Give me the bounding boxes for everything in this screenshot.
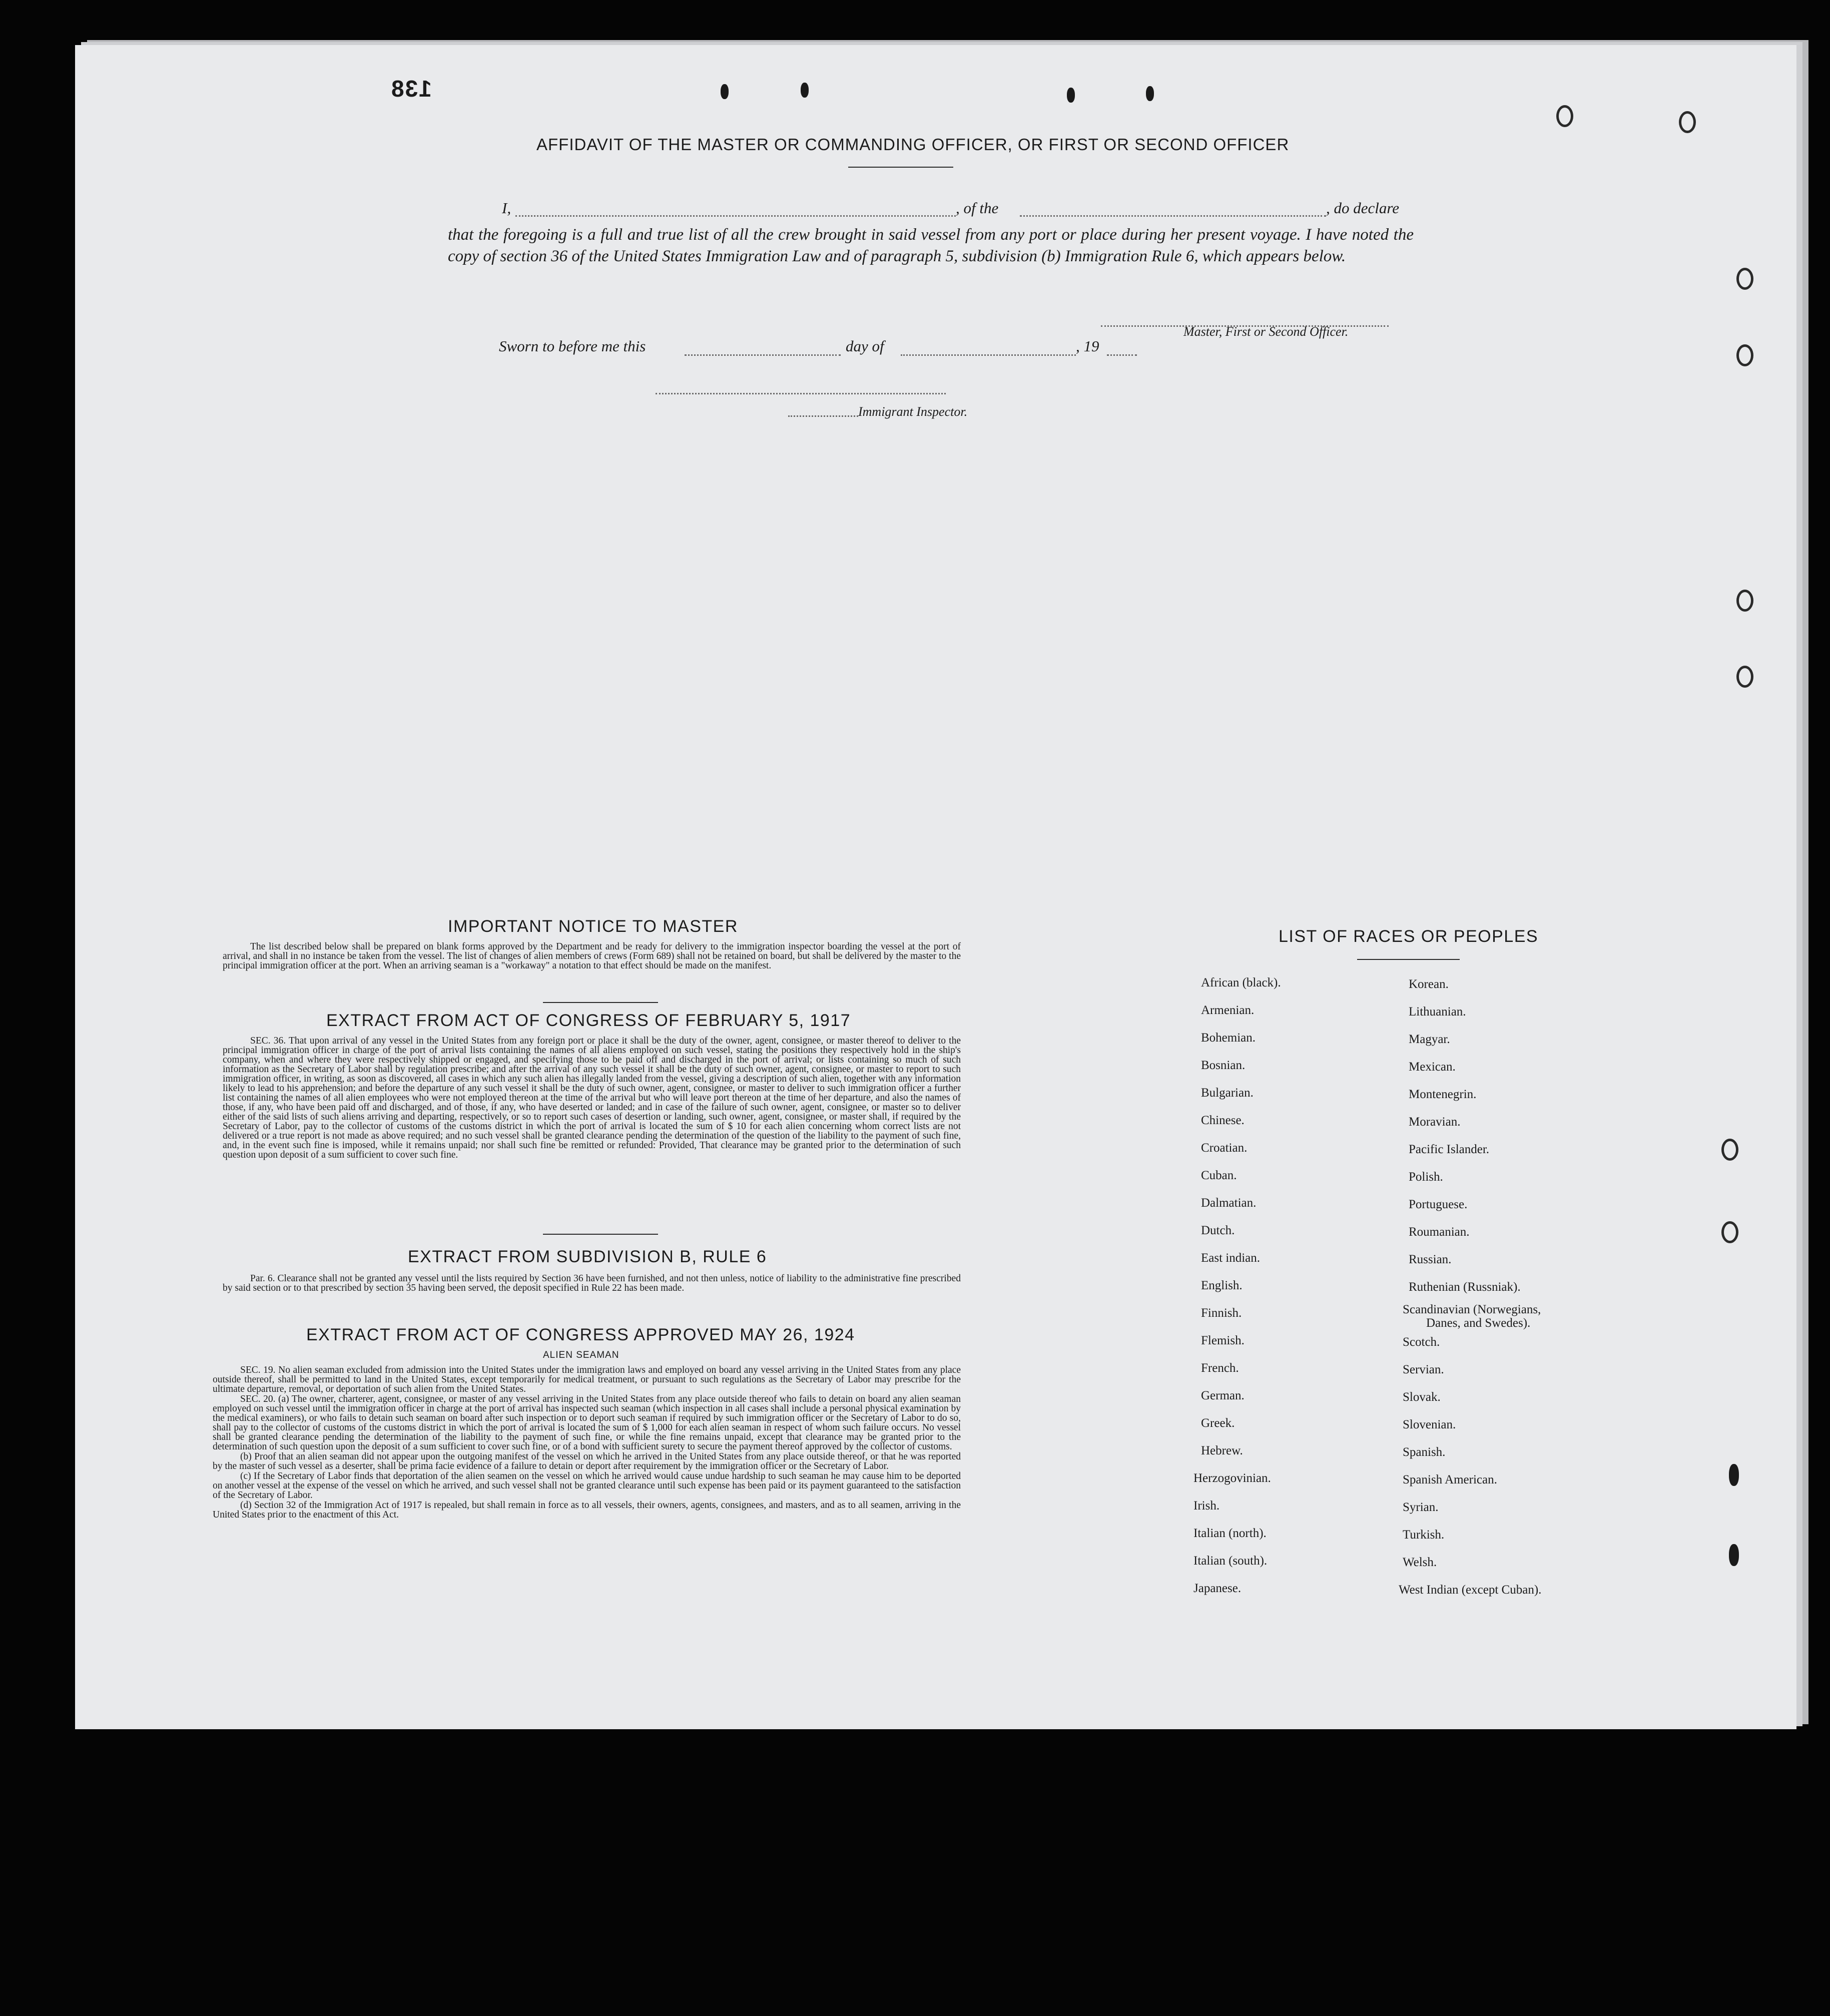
race-item: Bosnian. — [1201, 1059, 1246, 1072]
race-item: Italian (south). — [1193, 1554, 1268, 1568]
punch-hole — [1556, 105, 1573, 127]
declarant-name-field[interactable] — [515, 215, 956, 217]
divider — [543, 1234, 658, 1235]
of-the-label: , of the — [956, 199, 999, 217]
extract-1924-title: EXTRACT FROM ACT OF CONGRESS APPROVED MAY 26, 1924 — [306, 1325, 855, 1344]
punch-hole — [1721, 1139, 1738, 1161]
extract-1924-subtitle: ALIEN SEAMAN — [543, 1350, 620, 1360]
extract-1917-text: SEC. 36. That upon arrival of any vessel in the United States from any foreign port or place it shall be the duty of the owner, agent, consignee, or master thereof to deliver to the principal immigration officer in charge of the port of arrival lists containing the names of all aliens employed on such vessel, stating the positions they respectively hold in the ship's company, when and where they were respectively shipped or engaged, and specifying those to be paid off and discharged in the port of arrival; or lists containing so much of such information as the Secretary of Labor shall by regulation prescribe; and after the arrival of any such vessel it shall be the duty of such owner, agent, consignee, or master to report to such immigration officer, in writing, as soon as discovered, all cases in which any such alien has illegally landed from the vessel, giving a description of such alien, together with any information likely to lead to his apprehension; and before the departure of any such vessel it shall be the duty of such owner, agent, consignee, or master to deliver to such immigration officer a further list containing the names of all alien employees who were not employed thereon at the time of the arrival but who will leave port thereon at the time of her departure, and also the names of those, if any, who have been paid off and discharged, and of those, if any, who have deserted or landed; and in case of the failure of such owner, agent, consignee, or master so to deliver either of the said lists of such aliens arriving and departing, respectively, or so to report such cases of desertion or landing, such owner, agent, consignee, or master shall, if required by the Secretary of Labor, pay to the collector of customs of the customs district in which the port of arrival is located the sum of $ 10 for each alien concerning whom correct lists are not delivered or a true report is not made as above required; and no such vessel shall be granted clearance pending the determination of the question of the liability to the payment of such fine, and, in the event such fine is imposed, while it remains unpaid; nor shall such fine be remitted or refunded: Provided, That clearance may be granted prior to the determination of such question upon deposit of a sum sufficient to cover such fine. — [223, 1036, 961, 1160]
year-label: , 19 — [1076, 337, 1099, 355]
notice-text: The list described below shall be prepared on blank forms approved by the Department and be ready for delivery to the immigration inspector boarding the vessel at the port of arrival, and shall in no instance be taken from the vessel. The list of changes of alien members of crews (Form 689) shall not be retained on board, but shall be delivered by the master to the principal immigration officer at the port. When an arriving seaman is a "workaway" a notation to that effect should be made on the manifest. — [223, 941, 961, 971]
race-item: Roumanian. — [1409, 1225, 1470, 1239]
inspector-signature-line[interactable] — [656, 393, 946, 394]
punch-hole — [1721, 1221, 1738, 1243]
divider — [543, 1002, 658, 1003]
race-item: Welsh. — [1403, 1556, 1437, 1569]
race-item: Danes, and Swedes). — [1426, 1316, 1531, 1330]
extract-rule6-title: EXTRACT FROM SUBDIVISION B, RULE 6 — [408, 1247, 767, 1266]
race-item: Spanish American. — [1403, 1473, 1497, 1486]
punch-mark — [1067, 88, 1075, 103]
punch-hole — [1736, 666, 1753, 688]
race-item: Chinese. — [1201, 1114, 1245, 1127]
sec-19: SEC. 19. No alien seaman excluded from admission into the United States under the immigration laws and employed on board any vessel arriving in the United States from any place outside thereof, shall be permitted to land in the United States, except temporarily for medical treatment, or pursuant to such regulations as the Secretary of Labor may prescribe for the ultimate departure, removal, or deportation of such alien from the United States. — [213, 1365, 961, 1394]
punch-mark — [721, 84, 729, 99]
sec-20a: SEC. 20. (a) The owner, charterer, agent, consignee, or master of any vessel arriving in the United States from any place outside thereof who fails to detain on board any alien seaman employed on such vessel until the immigration officer in charge at the port of arrival has inspected such seaman (which inspection in all cases shall include a personal physical examination by the medical examiners), or who fails to detain such seaman on board after such inspection or to deport such seaman if required by such immigration officer or the Secretary of Labor to do so, shall pay to the collector of customs of the customs district in which the port of arrival is located the sum of $ 1,000 for each alien seaman in respect of whom such failure occurs. No vessel shall be granted clearance pending the determination of the liability to the payment of such fine, or while the fine remains unpaid, except that clearance may be granted prior to the determination of such question upon the deposit of a sum sufficient to cover such fine, or of a bond with sufficient surety to secure the payment thereof approved by the collector of customs. — [213, 1394, 961, 1452]
sworn-year-field[interactable] — [1107, 354, 1137, 356]
vessel-name-field[interactable] — [1020, 215, 1326, 217]
punch-mark — [801, 83, 809, 98]
race-item: English. — [1201, 1279, 1243, 1292]
race-item: Japanese. — [1193, 1582, 1242, 1595]
notice-title: IMPORTANT NOTICE TO MASTER — [448, 917, 738, 936]
race-item: Montenegrin. — [1409, 1088, 1477, 1101]
race-item: Polish. — [1409, 1170, 1443, 1184]
races-title: LIST OF RACES OR PEOPLES — [1279, 927, 1539, 946]
day-of-label: day of — [846, 337, 884, 355]
race-item: Scotch. — [1403, 1335, 1440, 1349]
race-item: Korean. — [1409, 977, 1449, 991]
extract-rule6-text: Par. 6. Clearance shall not be granted any vessel until the lists required by Section 36 have been furnished, and not then unless, notice of liability to the administrative fine prescribed by said section or to that prescribed by section 35 having been served, the deposit specified in Rule 22 has been made. — [223, 1273, 961, 1293]
race-item: Mexican. — [1409, 1060, 1456, 1074]
race-item: Finnish. — [1201, 1306, 1242, 1320]
punch-hole — [1736, 268, 1753, 290]
race-item: East indian. — [1201, 1251, 1261, 1265]
divider — [1357, 959, 1460, 960]
affidavit-title: AFFIDAVIT OF THE MASTER OR COMMANDING OFFICER, OR FIRST OR SECOND OFFICER — [536, 135, 1290, 154]
race-item: Servian. — [1403, 1363, 1444, 1376]
extract-1924-text — [213, 1365, 961, 1520]
punch-mark — [1729, 1464, 1739, 1486]
race-item: Bohemian. — [1201, 1031, 1256, 1045]
race-item: Slovenian. — [1403, 1418, 1456, 1431]
master-signature-label: Master, First or Second Officer. — [1183, 324, 1349, 339]
inspector-signature-field[interactable] — [788, 415, 858, 417]
punch-mark — [1146, 86, 1154, 101]
race-item: Hebrew. — [1201, 1444, 1243, 1457]
race-item: Dalmatian. — [1201, 1196, 1257, 1210]
race-item: Russian. — [1409, 1253, 1452, 1266]
sec-20b: (b) Proof that an alien seaman did not appear upon the outgoing manifest of the vessel on which he arrived in the United States from any place outside thereof, or that he was reported by the master of such vessel as a deserter, shall be prima facie evidence of a failure to detain or deport after requirement by the immigration officer or the Secretary of Labor. — [213, 1451, 961, 1471]
sec-20d: (d) Section 32 of the Immigration Act of 1917 is repealed, but shall remain in force as to all vessels, their owners, agents, consignees, and masters, and as to all seamen, arriving in the United States prior to the enactment of this Act. — [213, 1500, 961, 1520]
race-item: Herzogovinian. — [1193, 1471, 1271, 1485]
race-item: African (black). — [1201, 976, 1281, 989]
page-number: 138 — [390, 76, 432, 102]
inspector-label: Immigrant Inspector. — [858, 404, 968, 419]
sworn-day-field[interactable] — [685, 354, 841, 356]
declarant-label: I, — [502, 199, 511, 217]
race-item: West Indian (except Cuban). — [1399, 1583, 1542, 1597]
race-item: Croatian. — [1201, 1141, 1248, 1155]
sec-20c: (c) If the Secretary of Labor finds that deportation of the alien seamen on the vessel on which he arrived would cause undue hardship to such seaman he may cause him to be deported on another vessel at the expense of the vessel on which he arrived, and such vessel shall not be granted clearance until such expense has been paid or its payment guaranteed to the satisfaction of the Secretary of Labor. — [213, 1471, 961, 1500]
do-declare-label: , do declare — [1326, 199, 1400, 217]
race-item: Dutch. — [1201, 1224, 1235, 1237]
race-item: Greek. — [1201, 1416, 1235, 1430]
punch-hole — [1679, 111, 1696, 133]
race-item: Moravian. — [1409, 1115, 1461, 1129]
race-item: Ruthenian (Russniak). — [1409, 1280, 1521, 1294]
race-item: Portuguese. — [1409, 1198, 1468, 1211]
divider — [848, 167, 953, 168]
race-item: French. — [1201, 1361, 1239, 1375]
sworn-label: Sworn to before me this — [499, 337, 646, 355]
race-item: Syrian. — [1403, 1500, 1439, 1514]
extract-1917-title: EXTRACT FROM ACT OF CONGRESS OF FEBRUARY 5, 1917 — [326, 1011, 851, 1030]
sworn-month-field[interactable] — [901, 354, 1076, 356]
punch-mark — [1729, 1544, 1739, 1566]
race-item: Flemish. — [1201, 1334, 1245, 1347]
race-item: Spanish. — [1403, 1445, 1446, 1459]
race-item: Irish. — [1193, 1499, 1220, 1513]
race-item: Italian (north). — [1193, 1527, 1267, 1540]
race-item: Bulgarian. — [1201, 1086, 1254, 1100]
race-item: Scandinavian (Norwegians, — [1403, 1303, 1541, 1316]
declaration-text: that the foregoing is a full and true list of all the crew brought in said vessel from any port or place during her present voyage. I have noted the copy of section 36 of the United States Immigration Law and of paragraph 5, subdivision (b) Immigration Rule 6, which appears below. — [448, 226, 1414, 265]
race-item: Magyar. — [1409, 1033, 1450, 1046]
race-item: Lithuanian. — [1409, 1005, 1466, 1019]
punch-hole — [1736, 590, 1753, 612]
race-item: Cuban. — [1201, 1169, 1237, 1182]
race-item: Armenian. — [1201, 1003, 1255, 1017]
race-item: German. — [1201, 1389, 1245, 1402]
race-item: Pacific Islander. — [1409, 1143, 1490, 1156]
race-item: Turkish. — [1403, 1528, 1445, 1542]
punch-hole — [1736, 344, 1753, 366]
race-item: Slovak. — [1403, 1390, 1441, 1404]
